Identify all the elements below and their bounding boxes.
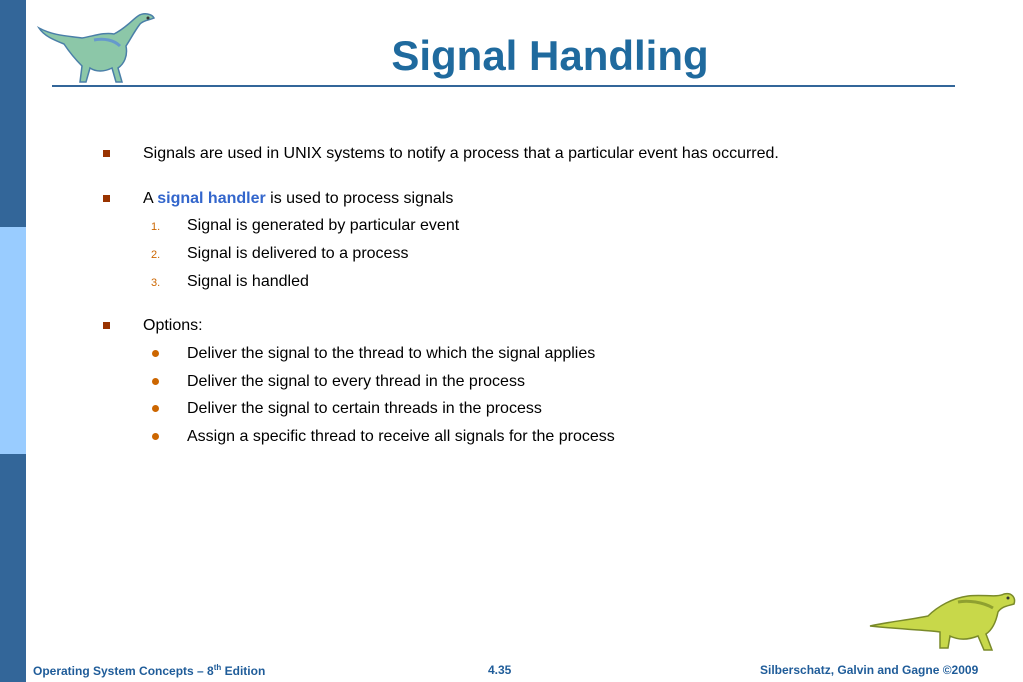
footer-copyright: Silberschatz, Galvin and Gagne ©2009: [760, 663, 979, 677]
footer-book-title: [33, 663, 265, 678]
step-number: 2.: [151, 249, 161, 261]
bullet-square-icon: [103, 322, 110, 329]
step-item: Signal is generated by particular event: [187, 217, 460, 234]
signal-handler-highlight: signal handler: [157, 190, 266, 207]
bullet-signals-definition: Signals are used in UNIX systems to notify a process that a particular event has occurred.: [143, 145, 779, 162]
bullet-prefix: A: [143, 190, 158, 207]
round-bullet-icon: [152, 433, 159, 440]
sidebar-segment-middle: [0, 227, 26, 454]
dinosaur-footer-icon: [868, 586, 1018, 656]
bullet-square-icon: [103, 195, 110, 202]
bullet-signal-handler: [143, 189, 453, 209]
page-number: 4.35: [488, 663, 512, 677]
option-item: Deliver the signal to every thread in the process: [187, 373, 525, 390]
sidebar-segment-bottom: [0, 454, 26, 682]
footer-book-suffix: Edition: [221, 664, 266, 678]
sidebar-segment-top: [0, 0, 26, 227]
step-item: Signal is handled: [187, 273, 309, 290]
bullet-options: Options:: [143, 317, 203, 334]
step-item: Signal is delivered to a process: [187, 245, 409, 262]
bullet-square-icon: [103, 150, 110, 157]
round-bullet-icon: [152, 350, 159, 357]
round-bullet-icon: [152, 405, 159, 412]
page-title: Signal Handling: [391, 32, 709, 79]
option-item: Deliver the signal to certain threads in the process: [187, 400, 542, 417]
bullet-suffix: is used to process signals: [265, 190, 454, 207]
step-number: 3.: [151, 277, 161, 289]
option-item: Deliver the signal to the thread to which the signal applies: [187, 345, 596, 362]
round-bullet-icon: [152, 378, 159, 385]
step-number: 1.: [151, 221, 161, 233]
footer-book-sup: th: [213, 663, 222, 672]
footer-book-prefix: Operating System Concepts – 8: [33, 664, 214, 678]
option-item: Assign a specific thread to receive all signals for the process: [187, 428, 615, 445]
dinosaur-logo-icon: [34, 6, 158, 86]
title-divider: [52, 85, 955, 87]
